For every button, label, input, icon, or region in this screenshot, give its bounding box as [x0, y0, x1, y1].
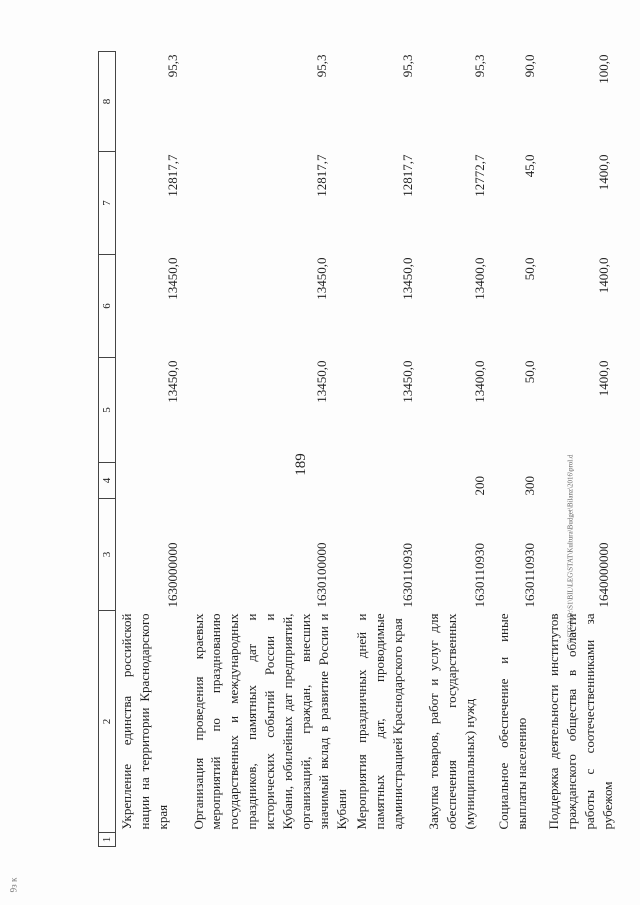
row-value-6: 13450,0	[313, 257, 329, 300]
row-value-7: 12817,7	[165, 154, 180, 197]
row-code: 1630110930	[399, 542, 415, 608]
row-value-8: 100,0	[595, 54, 611, 84]
row-vr	[543, 463, 623, 499]
row-value-8: 90,0	[521, 54, 537, 78]
table-row	[423, 52, 493, 847]
row-value-6: 13400,0	[471, 257, 487, 300]
budget-table-rotated	[98, 52, 615, 847]
header-cell: 6	[99, 255, 116, 358]
row-vr: 200	[471, 476, 487, 496]
header-cell: 7	[99, 152, 116, 255]
row-value-8: 95,3	[165, 54, 180, 78]
row-code: 1640000000	[595, 542, 611, 608]
page-number: 189	[292, 453, 309, 476]
row-code: 1630110930	[521, 542, 537, 608]
row-value-6: 50,0	[521, 257, 537, 281]
header-cell: 5	[99, 358, 116, 463]
table-row	[543, 52, 623, 847]
row-value-5: 13450,0	[399, 360, 415, 403]
row-value-8: 95,3	[399, 54, 415, 78]
row-value-8: 95,3	[313, 54, 329, 78]
row-name: Организация проведения краевых мероприятий по празднованию государственных и международных праздников, памятных дат и исторических событий России и Кубани, юбилейных дат предприятий, организаций, граждан, внесших значимый вклад в развитие России и Кубани	[190, 613, 349, 830]
row-value-7: 12772,7	[471, 154, 487, 197]
budget-table	[98, 51, 623, 847]
corner-mark: 9з к	[8, 877, 19, 893]
row-name: Укрепление единства российской нации на территории Краснодарского края	[119, 613, 170, 830]
footer-stamp: \\\STCA\D:\S1\BIL\LEG\STAT\Kultura\Budget\Bilanz\2016\prol.d	[566, 454, 575, 644]
row-name: Поддержка деятельности институтов гражданского общества в области работы с соотечественниками за рубежом	[545, 613, 615, 830]
header-cell: 2	[99, 611, 116, 833]
row-code: 1630100000	[313, 542, 329, 608]
table-row	[188, 52, 351, 847]
table-row	[116, 52, 188, 847]
row-vr	[351, 463, 423, 499]
row-value-5: 50,0	[521, 360, 537, 384]
row-value-6: 1400,0	[595, 257, 611, 294]
table-row	[493, 52, 543, 847]
row-name: Закупка товаров, работ и услуг для обеспечения государственных (муниципальных) нужд	[425, 613, 477, 830]
row-name: Мероприятия праздничных дней и памятных дат, проводимые администрацией Краснодарского края	[353, 613, 405, 830]
row-value-5: 13450,0	[165, 360, 180, 403]
row-code: 1630110930	[471, 542, 487, 608]
header-cell: 3	[99, 499, 116, 611]
header-cell: 4	[99, 463, 116, 499]
row-value-5: 13400,0	[471, 360, 487, 403]
table-row	[351, 52, 423, 847]
row-value-5: 1400,0	[595, 360, 611, 397]
row-value-7: 12817,7	[399, 154, 415, 197]
row-name: Социальное обеспечение и иные выплаты населению	[495, 613, 529, 830]
row-value-7: 12817,7	[313, 154, 329, 197]
row-value-7: 1400,0	[595, 154, 611, 191]
row-value-6: 13450,0	[399, 257, 415, 300]
budget-table-container	[98, 52, 615, 847]
row-vr	[188, 463, 351, 499]
row-value-5: 13450,0	[313, 360, 329, 403]
table-header-row	[99, 52, 116, 847]
row-value-8: 95,3	[471, 54, 487, 78]
row-value-6: 13450,0	[165, 257, 180, 300]
header-cell: 1	[99, 833, 116, 847]
header-cell: 8	[99, 52, 116, 152]
row-vr: 300	[521, 476, 537, 496]
row-code: 1630000000	[165, 542, 180, 608]
row-value-7: 45,0	[521, 154, 537, 178]
row-vr	[116, 463, 188, 499]
